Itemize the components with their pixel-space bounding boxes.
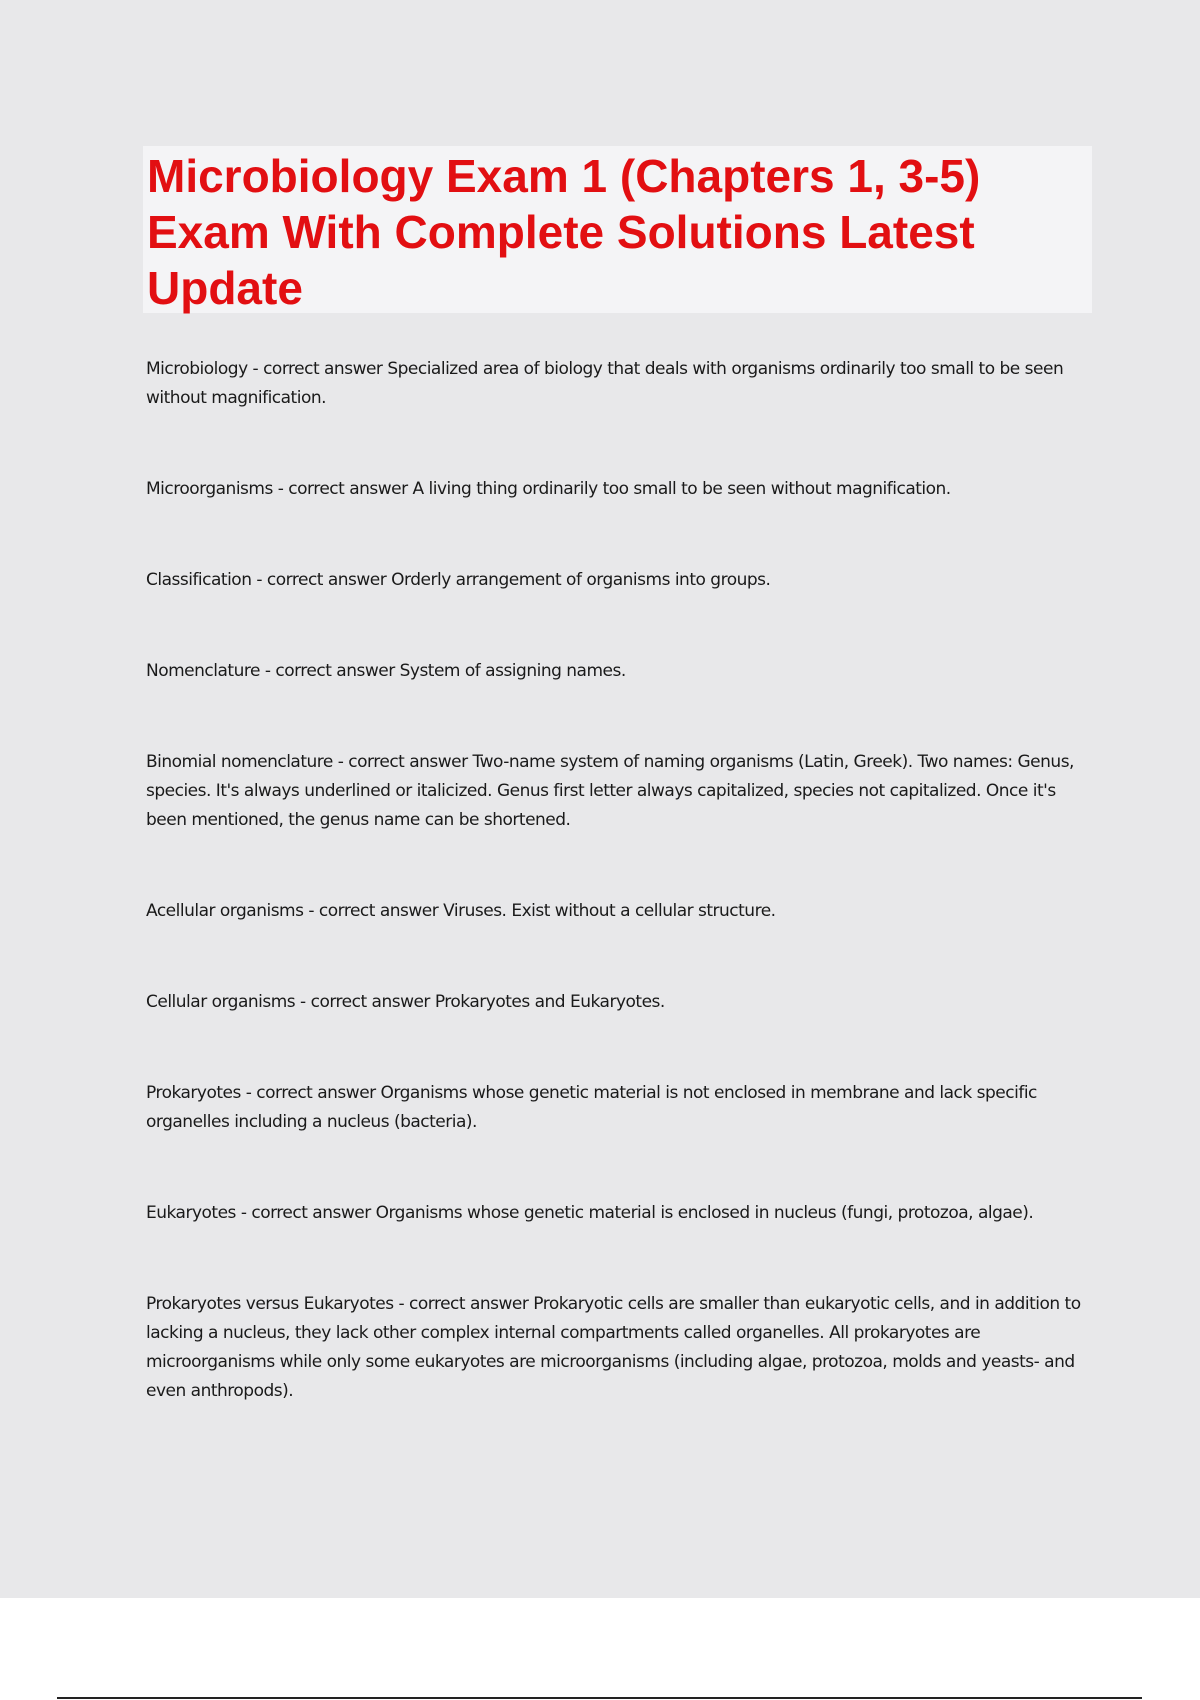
title-banner [143,146,1092,313]
qa-entry: Prokaryotes versus Eukaryotes - correct answer Prokaryotic cells are smaller than eukaryotic cells, and in addition to lacking a nucleus, they lack other complex internal compartments called organelles. All prokaryotes are microorganisms while only some eukaryotes are microorganisms (including algae, protozoa, molds and yeasts- and even anthropods). [146,1294,1081,1401]
qa-entry: Microbiology - correct answer Specialized area of biology that deals with organisms ordinarily too small to be seen without magnification. [146,359,1064,408]
qa-entry: Eukaryotes - correct answer Organisms whose genetic material is enclosed in nucleus (fungi, protozoa, algae). [146,1203,1034,1223]
qa-entries [146,355,1086,1406]
qa-entry: Cellular organisms - correct answer Prokaryotes and Eukaryotes. [146,992,665,1012]
document-title: Microbiology Exam 1 (Chapters 1, 3-5) Exam With Complete Solutions Latest Update [147,150,981,314]
footer-divider [57,1697,1142,1699]
qa-entry: Classification - correct answer Orderly arrangement of organisms into groups. [146,570,771,590]
qa-entry: Binomial nomenclature - correct answer Two-name system of naming organisms (Latin, Greek). Two names: Genus, species. It's always underlined or italicized. Genus first letter always capitalized, species not capitalized. Once it's been mentioned, the genus name can be shortened. [146,752,1074,830]
qa-entry: Microorganisms - correct answer A living thing ordinarily too small to be seen without magnification. [146,479,951,499]
qa-entry: Prokaryotes - correct answer Organisms whose genetic material is not enclosed in membrane and lack specific organelles including a nucleus (bacteria). [146,1083,1037,1132]
qa-entry: Nomenclature - correct answer System of assigning names. [146,661,626,681]
qa-entry: Acellular organisms - correct answer Viruses. Exist without a cellular structure. [146,901,776,921]
